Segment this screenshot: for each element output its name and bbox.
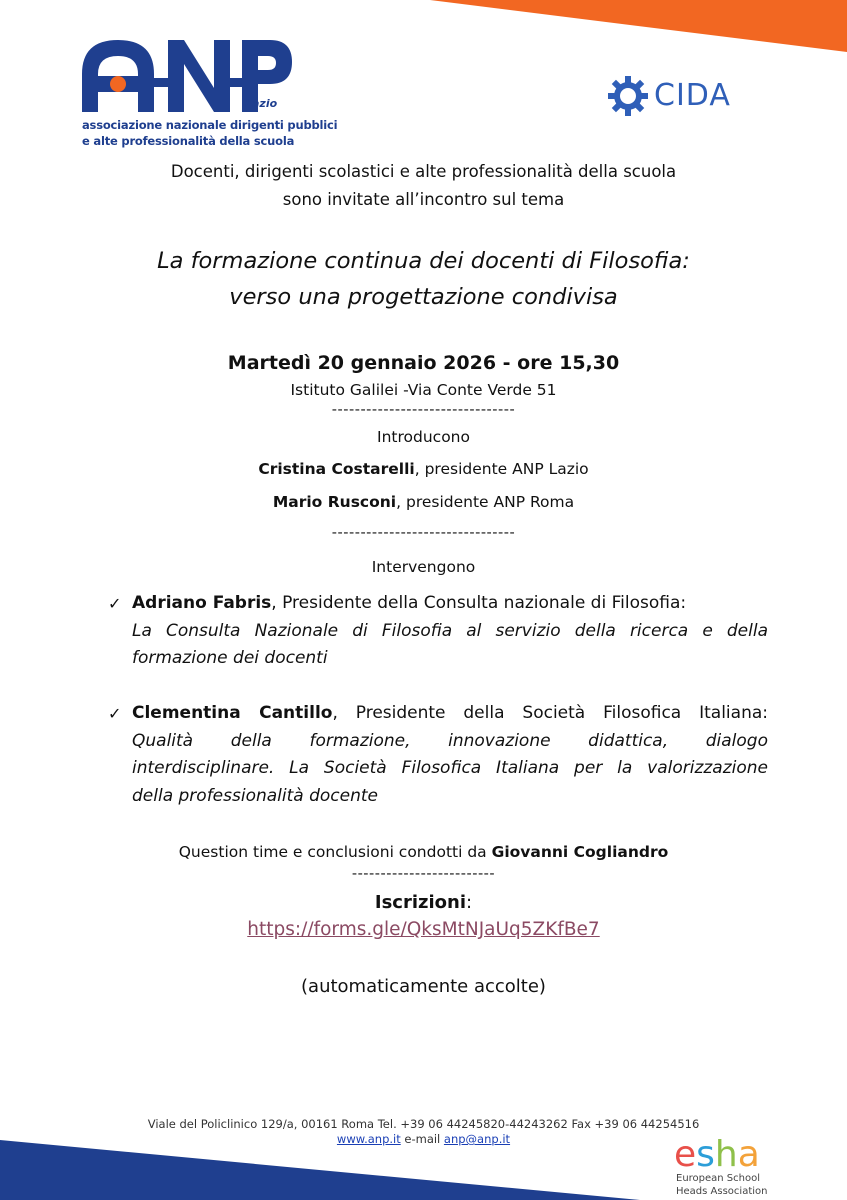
esha-logo-text: esha — [674, 1134, 760, 1172]
event-title-line2: verso una progettazione condivisa — [229, 284, 618, 310]
check-icon: ✓ — [108, 594, 122, 613]
speaker-talk-line: della professionalità docente — [132, 785, 379, 806]
speaker-talk-line: Qualità della formazione, innovazione didattica, dialogo — [132, 730, 768, 751]
registration-label: Iscrizioni — [374, 892, 467, 913]
speaker-role: , Presidente della Società Filosofica Italiana: — [332, 703, 768, 723]
cida-logo-text: CIDA — [654, 78, 731, 113]
event-venue: Istituto Galilei -Via Conte Verde 51 — [290, 381, 557, 399]
speaker-heading — [108, 590, 768, 618]
check-icon: ✓ — [108, 704, 122, 723]
speaker-talk-line: La Consulta Nazionale di Filosofia al servizio della ricerca e della — [132, 620, 768, 641]
esha-line1: European School — [676, 1173, 761, 1184]
host-name: Mario Rusconi — [272, 493, 397, 511]
introducono-label: Introducono — [377, 428, 470, 446]
closing-line — [0, 843, 847, 861]
speaker-talk-line: formazione dei docenti — [132, 648, 328, 668]
registration-heading — [0, 892, 847, 913]
email-link[interactable]: anp@anp.it — [443, 1132, 511, 1146]
host-line — [0, 493, 847, 511]
registration-colon: : — [466, 892, 473, 913]
separator: -------------------------------- — [331, 525, 516, 541]
speaker-item — [108, 590, 768, 673]
separator: ------------------------- — [351, 866, 496, 882]
esha-line2: Heads Association — [676, 1186, 768, 1197]
registration-link[interactable]: https://forms.gle/QksMtNJaUq5ZKfBe7 — [247, 919, 600, 940]
website-link[interactable]: www.anp.it — [336, 1132, 401, 1146]
invitation-line2: sono invitate all’incontro sul tema — [282, 190, 565, 209]
moderator-name: Giovanni Cogliandro — [491, 843, 669, 861]
gear-icon — [606, 74, 650, 118]
host-line — [0, 460, 847, 478]
esha-logo — [672, 1132, 767, 1172]
host-name: Cristina Costarelli — [258, 460, 415, 478]
event-date-time: Martedì 20 gennaio 2026 - ore 15,30 — [227, 352, 620, 374]
anp-tagline-line1: associazione nazionale dirigenti pubblici — [82, 118, 338, 132]
anp-tagline-line2: e alte professionalità della scuola — [82, 134, 295, 148]
speaker-heading — [108, 700, 768, 728]
event-title-line1: La formazione continua dei docenti di Filosofia: — [157, 248, 690, 274]
anp-region-label: Lazio — [245, 97, 278, 110]
footer-address: Viale del Policlinico 129/a, 00161 Roma Tel. +39 06 44245820-44243262 Fax +39 06 44254516 — [147, 1117, 700, 1131]
host-role: , presidente ANP Lazio — [414, 460, 589, 478]
speaker-name: Clementina Cantillo — [132, 703, 333, 723]
host-role: , presidente ANP Roma — [396, 493, 575, 511]
speaker-name: Adriano Fabris — [132, 593, 272, 613]
invitation-line1: Docenti, dirigenti scolastici e alte professionalità della scuola — [170, 162, 677, 181]
separator: -------------------------------- — [331, 402, 516, 418]
registration-note: (automaticamente accolte) — [301, 976, 546, 997]
closing-text: Question time e conclusioni condotti da — [178, 843, 492, 861]
speaker-talk-line: interdisciplinare. La Società Filosofica Italiana per la valorizzazione — [132, 758, 768, 778]
email-label: e-mail — [400, 1132, 444, 1146]
intervengono-label: Intervengono — [371, 558, 476, 576]
speaker-role: , Presidente della Consulta nazionale di Filosofia: — [271, 593, 687, 613]
speaker-item — [108, 700, 768, 810]
